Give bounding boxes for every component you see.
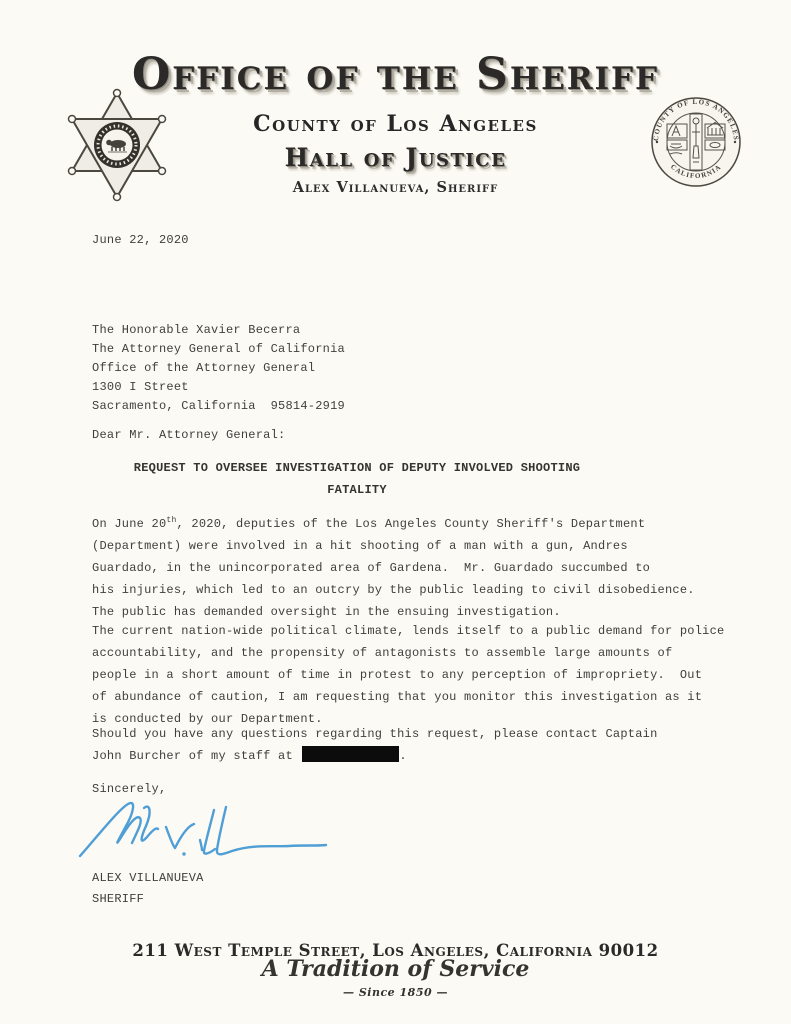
sheriff-name-line: Alex Villanueva, Sheriff: [292, 179, 499, 196]
recipient-line: The Honorable Xavier Becerra: [92, 323, 301, 337]
salutation-line: Dear Mr. Attorney General:: [92, 428, 286, 442]
recipient-line: Sacramento, California 95814-2919: [92, 399, 345, 413]
subject-line: REQUEST TO OVERSEE INVESTIGATION OF DEPUTY INVOLVED SHOOTING: [133, 461, 581, 475]
office-title: Office of the Sheriff: [131, 49, 660, 100]
paragraph-line: [92, 745, 658, 767]
body-paragraph-1: [92, 513, 695, 623]
closing-line: Sincerely,: [92, 782, 167, 796]
ordinal-superscript: th: [166, 516, 177, 525]
paragraph-line: his injuries, which led to an outcry by the public leading to civil disobedience.: [92, 583, 695, 597]
paragraph-line: The public has demanded oversight in the ensuing investigation.: [92, 605, 561, 619]
recipient-address-block: [92, 321, 345, 416]
date-line: June 22, 2020: [92, 233, 189, 247]
redaction-box: [302, 746, 399, 762]
subject-line: FATALITY: [327, 483, 387, 497]
paragraph-line: (Department) were involved in a hit shooting of a man with a gun, Andres: [92, 539, 628, 553]
signer-title: SHERIFF: [92, 892, 145, 906]
footer-address: 211 West Temple Street, Los Angeles, California 90012: [132, 941, 659, 960]
paragraph-line: people in a short amount of time in protest to any perception of impropriety. Out: [92, 668, 703, 682]
county-line: County of Los Angeles: [253, 111, 538, 137]
paragraph-text: .: [399, 749, 407, 763]
paragraph-text: , 2020, deputies of the Los Angeles County Sheriff's Department: [176, 517, 646, 531]
body-paragraph-3: [92, 723, 658, 767]
paragraph-line: [92, 513, 695, 535]
paragraph-line: Should you have any questions regarding this request, please contact Captain: [92, 727, 658, 741]
paragraph-line: is conducted by our Department.: [92, 712, 323, 726]
footer-since: — Since 1850 —: [343, 986, 448, 999]
signer-name: ALEX VILLANUEVA: [92, 871, 204, 885]
seal-bottom-arc-text: CALIFORNIA: [668, 162, 724, 181]
recipient-line: The Attorney General of California: [92, 342, 345, 356]
paragraph-text: John Burcher of my staff at: [92, 749, 301, 763]
hall-of-justice-line: Hall of Justice: [284, 143, 507, 172]
recipient-line: 1300 I Street: [92, 380, 189, 394]
date-text: On June 20: [92, 517, 167, 531]
county-seal-icon: [650, 96, 742, 188]
signature: [74, 794, 344, 866]
paragraph-line: accountability, and the propensity of antagonists to assemble large amounts of: [92, 646, 673, 660]
paragraph-line: The current nation-wide political climate, lends itself to a public demand for police: [92, 624, 725, 638]
seal-top-arc-text: COUNTY OF LOS ANGELES: [651, 97, 741, 142]
footer-motto: A Tradition of Service: [261, 956, 530, 982]
recipient-line: Office of the Attorney General: [92, 361, 316, 375]
body-paragraph-2: [92, 620, 725, 730]
paragraph-line: of abundance of caution, I am requesting that you monitor this investigation as it: [92, 690, 703, 704]
paragraph-line: Guardado, in the unincorporated area of Gardena. Mr. Guardado succumbed to: [92, 561, 651, 575]
subject-heading: [92, 457, 622, 501]
